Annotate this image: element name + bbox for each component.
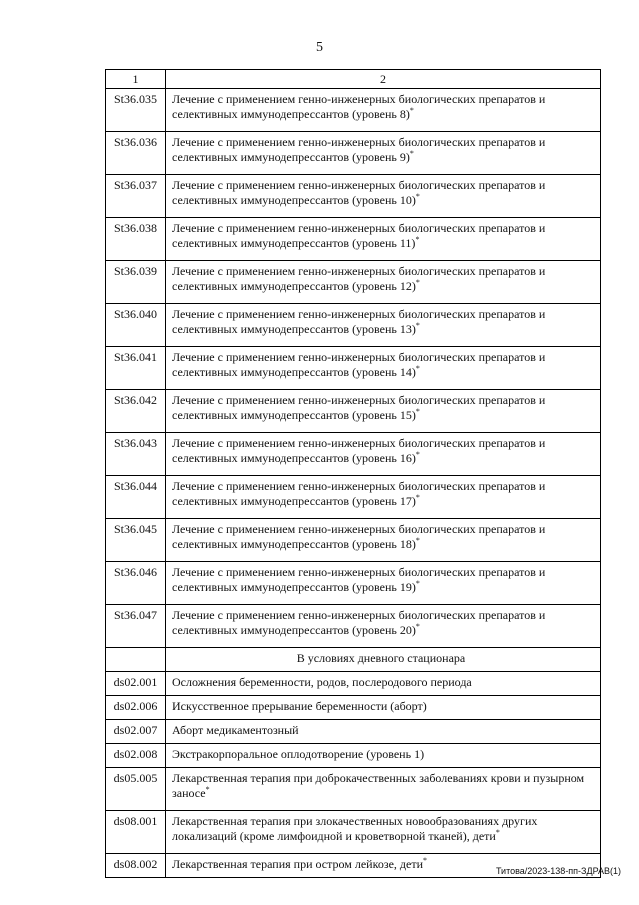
page-number: 5 [316, 40, 323, 55]
row-code: St36.041 [106, 347, 166, 390]
row-description [166, 390, 601, 433]
row-code: St36.038 [106, 218, 166, 261]
footnote-asterisk: * [415, 234, 420, 244]
row-code: ds08.001 [106, 811, 166, 854]
row-description-text: Лекарственная терапия при злокачественных новообразованиях других локализаций (кроме лимфоидной и кроветворной тканей), дети [172, 814, 538, 843]
table-row [106, 175, 601, 218]
row-description [166, 768, 601, 811]
section-heading [166, 648, 601, 672]
row-code: St36.036 [106, 132, 166, 175]
row-code: St36.039 [106, 261, 166, 304]
footnote-asterisk: * [415, 363, 420, 373]
footnote-asterisk: * [205, 784, 210, 794]
row-description-text: Лечение с применением генно-инженерных биологических препаратов и селективных иммунодепрессантов (уровень 18) [172, 522, 546, 551]
row-code: St36.040 [106, 304, 166, 347]
row-description [166, 562, 601, 605]
row-description [166, 476, 601, 519]
table-row [106, 768, 601, 811]
row-code: St36.043 [106, 433, 166, 476]
footnote-asterisk: * [415, 449, 420, 459]
row-description-text: Лечение с применением генно-инженерных биологических препаратов и селективных иммунодепрессантов (уровень 20) [172, 608, 546, 637]
row-code: ds02.001 [106, 672, 166, 696]
footnote-asterisk: * [415, 191, 420, 201]
table-row [106, 476, 601, 519]
row-code: ds02.006 [106, 696, 166, 720]
footnote-asterisk: * [415, 578, 420, 588]
table-row [106, 562, 601, 605]
row-description [166, 696, 601, 720]
table-row [106, 132, 601, 175]
row-description-text: Аборт медикаментозный [172, 723, 299, 737]
footnote-asterisk: * [415, 621, 420, 631]
footnote-asterisk: * [409, 148, 414, 158]
row-code: St36.035 [106, 89, 166, 132]
row-description-text: В условиях дневного стационара [296, 651, 466, 665]
row-description-text: Лечение с применением генно-инженерных биологических препаратов и селективных иммунодепрессантов (уровень 19) [172, 565, 546, 594]
row-description [166, 605, 601, 648]
row-description [166, 89, 601, 132]
footnote-asterisk: * [415, 492, 420, 502]
row-description [166, 218, 601, 261]
footnote-asterisk: * [415, 320, 420, 330]
row-description-text: Лечение с применением генно-инженерных биологических препаратов и селективных иммунодепрессантов (уровень 13) [172, 307, 546, 336]
footnote-asterisk: * [495, 827, 500, 837]
table-row [106, 811, 601, 854]
table-row [106, 347, 601, 390]
row-code: St36.046 [106, 562, 166, 605]
row-description-text: Лечение с применением генно-инженерных биологических препаратов и селективных иммунодепрессантов (уровень 14) [172, 350, 546, 379]
table-row [106, 605, 601, 648]
header-col-1: 1 [106, 70, 166, 89]
row-description-text: Лечение с применением генно-инженерных биологических препаратов и селективных иммунодепрессантов (уровень 9) [172, 135, 546, 164]
table-row [106, 433, 601, 476]
row-description-text: Лекарственная терапия при доброкачественных заболеваниях крови и пузырном заносе [172, 771, 585, 800]
row-code: ds02.007 [106, 720, 166, 744]
tariff-table [105, 69, 601, 878]
row-description [166, 433, 601, 476]
footnote-asterisk: * [409, 105, 414, 115]
row-description [166, 811, 601, 854]
row-description [166, 347, 601, 390]
row-description [166, 304, 601, 347]
footnote-asterisk: * [415, 406, 420, 416]
row-code: ds05.005 [106, 768, 166, 811]
table-header-row [106, 70, 601, 89]
row-description-text: Лечение с применением генно-инженерных биологических препаратов и селективных иммунодепрессантов (уровень 17) [172, 479, 546, 508]
row-description [166, 261, 601, 304]
table-row [106, 519, 601, 562]
table-row [106, 261, 601, 304]
row-description-text: Искусственное прерывание беременности (аборт) [172, 699, 427, 713]
row-code: St36.044 [106, 476, 166, 519]
footnote-asterisk: * [415, 277, 420, 287]
row-description-text: Экстракорпоральное оплодотворение (уровень 1) [172, 747, 425, 761]
row-code [106, 648, 166, 672]
row-code: St36.042 [106, 390, 166, 433]
row-description-text: Лечение с применением генно-инженерных биологических препаратов и селективных иммунодепрессантов (уровень 8) [172, 92, 546, 121]
row-description [166, 132, 601, 175]
row-code: ds02.008 [106, 744, 166, 768]
table-row [106, 304, 601, 347]
table-row [106, 696, 601, 720]
row-description [166, 744, 601, 768]
row-code: ds08.002 [106, 854, 166, 878]
row-description [166, 720, 601, 744]
row-description [166, 519, 601, 562]
table-row [106, 390, 601, 433]
row-code: St36.045 [106, 519, 166, 562]
row-code: St36.037 [106, 175, 166, 218]
table-row [106, 720, 601, 744]
document-reference: Титова/2023-138-пп-ЗДРАВ(1) [495, 866, 621, 876]
row-description-text: Лечение с применением генно-инженерных биологических препаратов и селективных иммунодепрессантов (уровень 16) [172, 436, 546, 465]
row-code: St36.047 [106, 605, 166, 648]
row-description-text: Лечение с применением генно-инженерных биологических препаратов и селективных иммунодепрессантов (уровень 12) [172, 264, 546, 293]
row-description-text: Лекарственная терапия при остром лейкозе, дети [172, 857, 423, 871]
row-description-text: Осложнения беременности, родов, послеродового периода [172, 675, 472, 689]
row-description [166, 175, 601, 218]
row-description-text: Лечение с применением генно-инженерных биологических препаратов и селективных иммунодепрессантов (уровень 11) [172, 221, 546, 250]
section-heading-row [106, 648, 601, 672]
footnote-asterisk: * [415, 535, 420, 545]
footnote-asterisk: * [423, 856, 427, 865]
row-description-text: Лечение с применением генно-инженерных биологических препаратов и селективных иммунодепрессантов (уровень 15) [172, 393, 546, 422]
header-col-2: 2 [166, 70, 601, 89]
table-row [106, 672, 601, 696]
table-row [106, 744, 601, 768]
table-row [106, 89, 601, 132]
row-description [166, 672, 601, 696]
row-description-text: Лечение с применением генно-инженерных биологических препаратов и селективных иммунодепрессантов (уровень 10) [172, 178, 546, 207]
table-row [106, 218, 601, 261]
